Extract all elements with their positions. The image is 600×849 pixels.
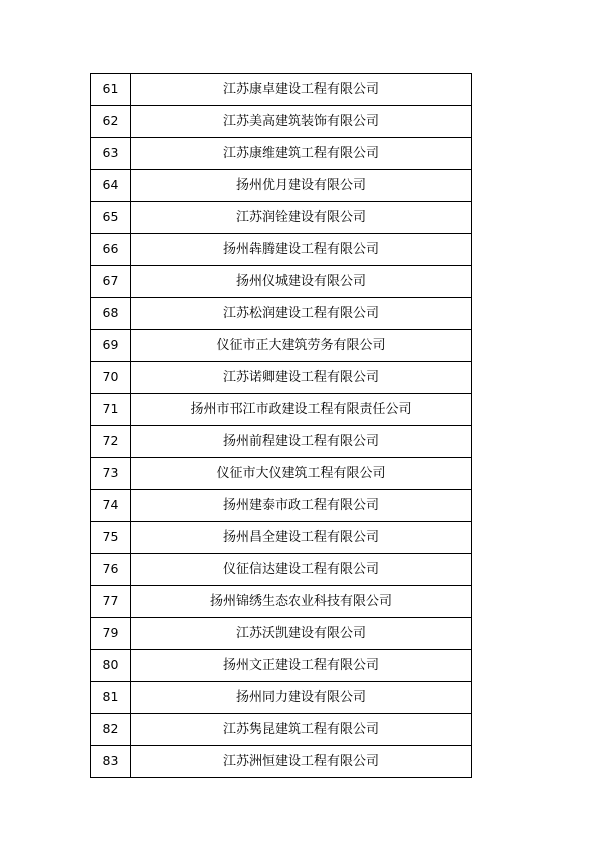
row-number: 76 xyxy=(91,554,131,586)
company-name: 江苏康卓建设工程有限公司 xyxy=(131,74,472,106)
company-name: 仪征市大仪建筑工程有限公司 xyxy=(131,458,472,490)
company-name: 江苏美高建筑装饰有限公司 xyxy=(131,106,472,138)
row-number: 77 xyxy=(91,586,131,618)
company-name: 扬州前程建设工程有限公司 xyxy=(131,426,472,458)
table-row xyxy=(91,746,472,778)
row-number: 72 xyxy=(91,426,131,458)
row-number: 75 xyxy=(91,522,131,554)
company-name: 江苏沃凯建设有限公司 xyxy=(131,618,472,650)
company-name: 扬州市邗江市政建设工程有限责任公司 xyxy=(131,394,472,426)
company-list-table xyxy=(90,73,472,778)
row-number: 64 xyxy=(91,170,131,202)
table-row xyxy=(91,394,472,426)
row-number: 71 xyxy=(91,394,131,426)
table-row xyxy=(91,426,472,458)
table-row xyxy=(91,362,472,394)
company-name: 江苏隽昆建筑工程有限公司 xyxy=(131,714,472,746)
row-number: 74 xyxy=(91,490,131,522)
company-list-body xyxy=(91,74,472,778)
row-number: 66 xyxy=(91,234,131,266)
row-number: 63 xyxy=(91,138,131,170)
row-number: 83 xyxy=(91,746,131,778)
company-name: 江苏润铨建设有限公司 xyxy=(131,202,472,234)
company-name: 江苏康维建筑工程有限公司 xyxy=(131,138,472,170)
company-name: 仪征市正大建筑劳务有限公司 xyxy=(131,330,472,362)
row-number: 67 xyxy=(91,266,131,298)
table-row xyxy=(91,522,472,554)
table-row xyxy=(91,586,472,618)
company-name: 扬州锦绣生态农业科技有限公司 xyxy=(131,586,472,618)
company-name: 扬州同力建设有限公司 xyxy=(131,682,472,714)
table-row xyxy=(91,714,472,746)
table-row xyxy=(91,490,472,522)
row-number: 70 xyxy=(91,362,131,394)
table-row xyxy=(91,74,472,106)
row-number: 61 xyxy=(91,74,131,106)
table-row xyxy=(91,106,472,138)
table-row xyxy=(91,458,472,490)
row-number: 69 xyxy=(91,330,131,362)
table-row xyxy=(91,170,472,202)
table-row xyxy=(91,234,472,266)
company-name: 扬州仪城建设有限公司 xyxy=(131,266,472,298)
table-row xyxy=(91,618,472,650)
table-row xyxy=(91,682,472,714)
row-number: 73 xyxy=(91,458,131,490)
table-row xyxy=(91,650,472,682)
row-number: 68 xyxy=(91,298,131,330)
table-row xyxy=(91,298,472,330)
row-number: 79 xyxy=(91,618,131,650)
company-name: 江苏洲恒建设工程有限公司 xyxy=(131,746,472,778)
company-name: 扬州建泰市政工程有限公司 xyxy=(131,490,472,522)
company-name: 扬州优月建设有限公司 xyxy=(131,170,472,202)
row-number: 62 xyxy=(91,106,131,138)
table-row xyxy=(91,330,472,362)
company-name: 扬州犇腾建设工程有限公司 xyxy=(131,234,472,266)
table-row xyxy=(91,266,472,298)
company-name: 仪征信达建设工程有限公司 xyxy=(131,554,472,586)
company-name: 扬州文正建设工程有限公司 xyxy=(131,650,472,682)
row-number: 81 xyxy=(91,682,131,714)
table-row xyxy=(91,138,472,170)
row-number: 82 xyxy=(91,714,131,746)
row-number: 65 xyxy=(91,202,131,234)
table-row xyxy=(91,202,472,234)
company-name: 扬州昌全建设工程有限公司 xyxy=(131,522,472,554)
company-name: 江苏诺卿建设工程有限公司 xyxy=(131,362,472,394)
table-row xyxy=(91,554,472,586)
row-number: 80 xyxy=(91,650,131,682)
company-name: 江苏松润建设工程有限公司 xyxy=(131,298,472,330)
